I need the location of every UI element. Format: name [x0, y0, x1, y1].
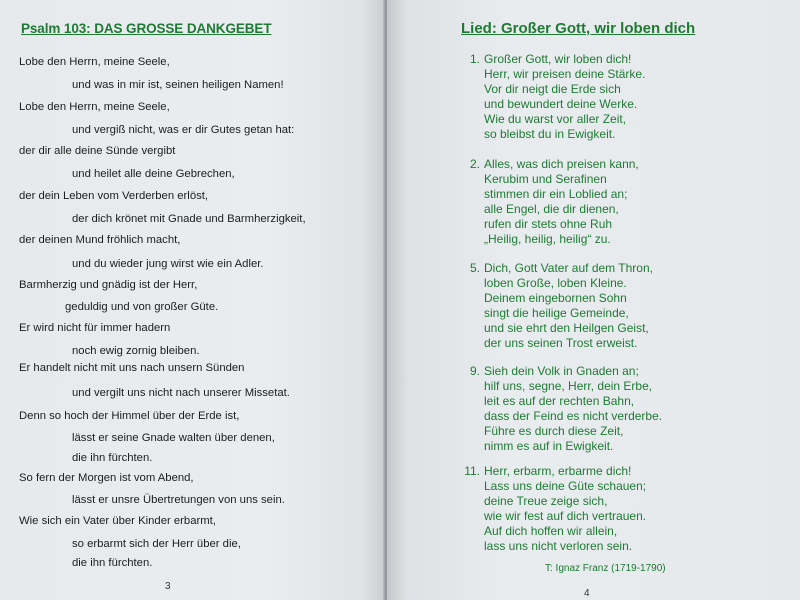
page-number-left: 3: [165, 581, 171, 592]
stanza-line: Kerubim und Serafinen: [484, 172, 607, 187]
hymn-credit: T: Ignaz Franz (1719-1790): [545, 563, 666, 574]
stanza-line: deine Treue zeige sich,: [484, 494, 608, 509]
psalm-line: die ihn fürchten.: [72, 452, 153, 464]
psalm-line: lässt er seine Gnade walten über denen,: [72, 432, 275, 444]
stanza-line: „Heilig, heilig, heilig“ zu.: [484, 232, 611, 247]
psalm-line: und vergiß nicht, was er dir Gutes getan hat:: [72, 124, 295, 136]
psalm-line: der dir alle deine Sünde vergibt: [19, 145, 176, 157]
stanza-line: hilf uns, segne, Herr, dein Erbe,: [484, 379, 653, 394]
stanza-line: Sieh dein Volk in Gnaden an;: [484, 364, 639, 378]
stanza-number: 9.: [469, 364, 480, 378]
stanza-number: 2.: [469, 157, 480, 171]
hymn-heading: Lied: Großer Gott, wir loben dich: [461, 20, 696, 37]
psalm-heading: Psalm 103: DAS GROSSE DANKGEBET: [21, 21, 272, 36]
stanza-line: Großer Gott, wir loben dich!: [484, 52, 632, 66]
stanza-line: und bewundert deine Werke.: [484, 97, 638, 112]
psalm-line: Lobe den Herrn, meine Seele,: [19, 101, 170, 113]
stanza-line: singt die heilige Gemeinde,: [484, 306, 629, 321]
stanza-line: so bleibst du in Ewigkeit.: [484, 127, 616, 142]
stanza-lines: [484, 261, 653, 352]
stanza-line: Führe es durch diese Zeit,: [484, 424, 624, 439]
psalm-line: Lobe den Herrn, meine Seele,: [19, 56, 170, 68]
psalm-line: lässt er unsre Übertretungen von uns sein.: [72, 494, 285, 506]
stanza-lines: [484, 52, 645, 143]
stanza-line: nimm es auf in Ewigkeit.: [484, 439, 614, 454]
stanza-line: Lass uns deine Güte schauen;: [484, 479, 647, 494]
psalm-line: noch ewig zornig bleiben.: [72, 345, 200, 357]
stanza-number: 5.: [469, 261, 480, 275]
stanza-line: dass der Feind es nicht verderbe.: [484, 409, 663, 424]
stanza-line: Auf dich hoffen wir allein,: [484, 524, 618, 539]
stanza-line: stimmen dir ein Loblied an;: [484, 187, 628, 202]
stanza-line: alle Engel, die dir dienen,: [484, 202, 619, 217]
psalm-line: Denn so hoch der Himmel über der Erde ist,: [19, 410, 240, 422]
stanza-number: 11.: [464, 464, 480, 478]
left-page: [0, 0, 385, 600]
stanza-line: wie wir fest auf dich vertrauen.: [484, 509, 647, 524]
stanza-line: Wie du warst vor aller Zeit,: [484, 112, 627, 127]
psalm-line: und du wieder jung wirst wie ein Adler.: [72, 258, 264, 270]
psalm-line: So fern der Morgen ist vom Abend,: [19, 472, 194, 484]
psalm-line: Er handelt nicht mit uns nach unsern Sünden: [19, 362, 245, 374]
psalm-line: der dein Leben vom Verderben erlöst,: [19, 190, 209, 202]
stanza-line: Herr, wir preisen deine Stärke.: [484, 67, 646, 82]
stanza-lines: [484, 364, 662, 455]
stanza-line: Dich, Gott Vater auf dem Thron,: [484, 261, 653, 275]
stanza-line: Vor dir neigt die Erde sich: [484, 82, 621, 97]
psalm-line: und vergilt uns nicht nach unserer Missetat.: [72, 387, 290, 399]
psalm-line: und was in mir ist, seinen heiligen Namen!: [72, 79, 284, 91]
stanza-lines: [484, 157, 639, 248]
psalm-line: so erbarmt sich der Herr über die,: [72, 538, 241, 550]
page-number-right: 4: [584, 588, 590, 599]
stanza-line: loben Große, loben Kleine.: [484, 276, 627, 291]
stanza-line: Alles, was dich preisen kann,: [484, 157, 639, 171]
psalm-line: Er wird nicht für immer hadern: [19, 322, 171, 334]
psalm-line: Barmherzig und gnädig ist der Herr,: [19, 279, 198, 291]
psalm-line: die ihn fürchten.: [72, 557, 153, 569]
stanza-line: der uns seinen Trost erweist.: [484, 336, 638, 351]
stanza-line: lass uns nicht verloren sein.: [484, 539, 633, 554]
psalm-line: und heilet alle deine Gebrechen,: [72, 168, 235, 180]
stanza-number: 1.: [469, 52, 480, 66]
psalm-line: Wie sich ein Vater über Kinder erbarmt,: [19, 515, 216, 527]
psalm-line: der dich krönet mit Gnade und Barmherzigkeit,: [72, 213, 306, 225]
stanza-line: Herr, erbarm, erbarme dich!: [484, 464, 632, 478]
stanza-line: Deinem eingebornen Sohn: [484, 291, 627, 306]
stanza-line: rufen dir stets ohne Ruh: [484, 217, 613, 232]
psalm-line: der deinen Mund fröhlich macht,: [19, 234, 181, 246]
psalm-line: geduldig und von großer Güte.: [65, 301, 219, 313]
stanza-lines: [484, 464, 646, 555]
stanza-line: und sie ehrt den Heilgen Geist,: [484, 321, 649, 336]
stanza-line: leit es auf der rechten Bahn,: [484, 394, 635, 409]
